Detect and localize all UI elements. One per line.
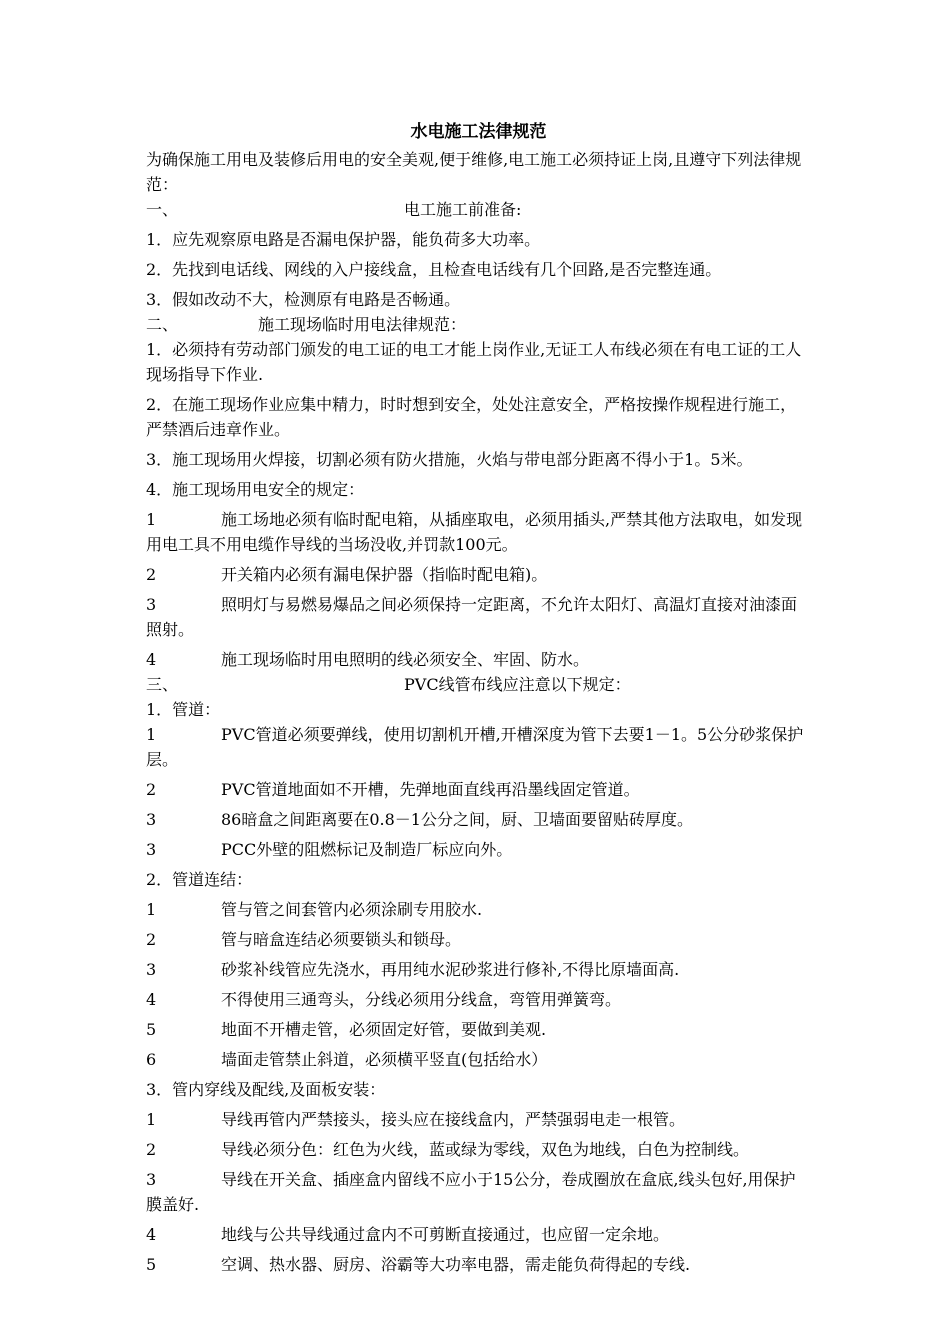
row-number: 4 (146, 990, 157, 1009)
row-number: 2 (146, 1140, 157, 1159)
row-number: 2 (146, 780, 157, 799)
section-number: 一、 (146, 200, 179, 219)
row-text: PVC管道地面如不开槽，先弹地面直线再沿墨线固定管道。 (221, 780, 640, 799)
row-text: 管与管之间套管内必须涂刷专用胶水. (221, 900, 483, 919)
numbered-row (146, 807, 811, 832)
numbered-row (146, 562, 811, 587)
numbered-row (146, 1047, 811, 1072)
numbered-row (146, 592, 811, 642)
row-number: 3 (146, 840, 157, 859)
row-number: 4 (146, 1225, 157, 1244)
section-number: 二、 (146, 315, 179, 334)
list-item: 1．应先观察原电路是否漏电保护器，能负荷多大功率。 (146, 230, 541, 249)
section-title: 施工现场临时用电法律规范： (258, 315, 467, 334)
list-item: 2．先找到电话线、网线的入户接线盒，且检查电话线有几个回路,是否完整连通。 (146, 260, 722, 279)
row-text: 导线在开关盒、插座盒内留线不应小于15公分，卷成圈放在盒底,线头包好,用保护膜盖好. (146, 1170, 796, 1214)
group-label: 2．管道连结： (146, 870, 253, 889)
numbered-row (146, 927, 811, 952)
row-number: 5 (146, 1255, 157, 1274)
row-number: 3 (146, 1170, 157, 1189)
list-item: 3．施工现场用火焊接，切割必须有防火措施，火焰与带电部分距离不得小于1。5米。 (146, 450, 753, 469)
row-text: 施工场地必须有临时配电箱，从插座取电，必须用插头,严禁其他方法取电，如发现用电工具不用电缆作导线的当场没收,并罚款100元。 (146, 510, 803, 554)
list-item: 3．假如改动不大，检测原有电路是否畅通。 (146, 290, 461, 309)
list-item: 1．必须持有劳动部门颁发的电工证的电工才能上岗作业,无证工人布线必须在有电工证的工人现场指导下作业. (146, 340, 802, 384)
row-number: 3 (146, 810, 157, 829)
section-heading-1 (146, 197, 811, 222)
numbered-row (146, 647, 811, 672)
numbered-row (146, 1252, 811, 1277)
row-text: PVC管道必须要弹线，使用切割机开槽,开槽深度为管下去要1－1。5公分砂浆保护层。 (146, 725, 804, 769)
row-text: 照明灯与易燃易爆品之间必须保持一定距离，不允许太阳灯、高温灯直接对油漆面照射。 (146, 595, 798, 639)
numbered-row (146, 1167, 811, 1217)
row-text: 地面不开槽走管，必须固定好管，要做到美观. (221, 1020, 547, 1039)
row-number: 5 (146, 1020, 157, 1039)
row-text: 空调、热水器、厨房、浴霸等大功率电器，需走能负荷得起的专线. (221, 1255, 691, 1274)
row-text: 导线必须分色：红色为火线，蓝或绿为零线，双色为地线，白色为控制线。 (221, 1140, 750, 1159)
numbered-row (146, 1017, 811, 1042)
row-text: 不得使用三通弯头，分线必须用分线盒，弯管用弹簧弯。 (221, 990, 622, 1009)
row-number: 1 (146, 900, 157, 919)
list-item: 2．在施工现场作业应集中精力，时时想到安全，处处注意安全，严格按操作规程进行施工，严禁酒后违章作业。 (146, 395, 797, 439)
row-number: 1 (146, 510, 157, 529)
section-title: PVC线管布线应注意以下规定： (404, 675, 631, 694)
row-text: 施工现场临时用电照明的线必须安全、牢固、防水。 (221, 650, 590, 669)
group-label: 1．管道： (146, 700, 221, 719)
list-item: 4．施工现场用电安全的规定： (146, 480, 365, 499)
section-number: 三、 (146, 675, 179, 694)
section-heading-2 (146, 312, 811, 337)
row-text: 开关箱内必须有漏电保护器（指临时配电箱)。 (221, 565, 548, 584)
row-number: 2 (146, 930, 157, 949)
row-number: 1 (146, 1110, 157, 1129)
numbered-row (146, 837, 811, 862)
row-number: 3 (146, 595, 157, 614)
intro-paragraph: 为确保施工用电及装修后用电的安全美观,便于维修,电工施工必须持证上岗,且遵守下列法律规范： (146, 150, 802, 194)
document-page (146, 120, 811, 1277)
numbered-row (146, 987, 811, 1012)
section-heading-3 (146, 672, 811, 697)
numbered-row (146, 957, 811, 982)
document-title: 水电施工法律规范 (410, 122, 547, 142)
row-number: 3 (146, 960, 157, 979)
numbered-row (146, 897, 811, 922)
numbered-row (146, 1222, 811, 1247)
group-label: 3．管内穿线及配线,及面板安装： (146, 1080, 386, 1099)
numbered-row (146, 1107, 811, 1132)
row-number: 1 (146, 725, 157, 744)
row-number: 4 (146, 650, 157, 669)
row-text: PCC外壁的阻燃标记及制造厂标应向外。 (221, 840, 513, 859)
row-text: 砂浆补线管应先浇水，再用纯水泥砂浆进行修补,不得比原墙面高. (221, 960, 680, 979)
numbered-row (146, 507, 811, 557)
row-text: 墙面走管禁止斜道，必须横平竖直(包括给水） (221, 1050, 548, 1069)
row-text: 地线与公共导线通过盒内不可剪断直接通过，也应留一定余地。 (221, 1225, 670, 1244)
row-text: 管与暗盒连结必须要锁头和锁母。 (221, 930, 462, 949)
row-text: 86暗盒之间距离要在0.8－1公分之间，厨、卫墙面要留贴砖厚度。 (221, 810, 693, 829)
numbered-row (146, 777, 811, 802)
numbered-row (146, 722, 811, 772)
row-text: 导线再管内严禁接头，接头应在接线盒内，严禁强弱电走一根管。 (221, 1110, 686, 1129)
section-title: 电工施工前准备: (404, 200, 522, 219)
numbered-row (146, 1137, 811, 1162)
row-number: 6 (146, 1050, 157, 1069)
row-number: 2 (146, 565, 157, 584)
